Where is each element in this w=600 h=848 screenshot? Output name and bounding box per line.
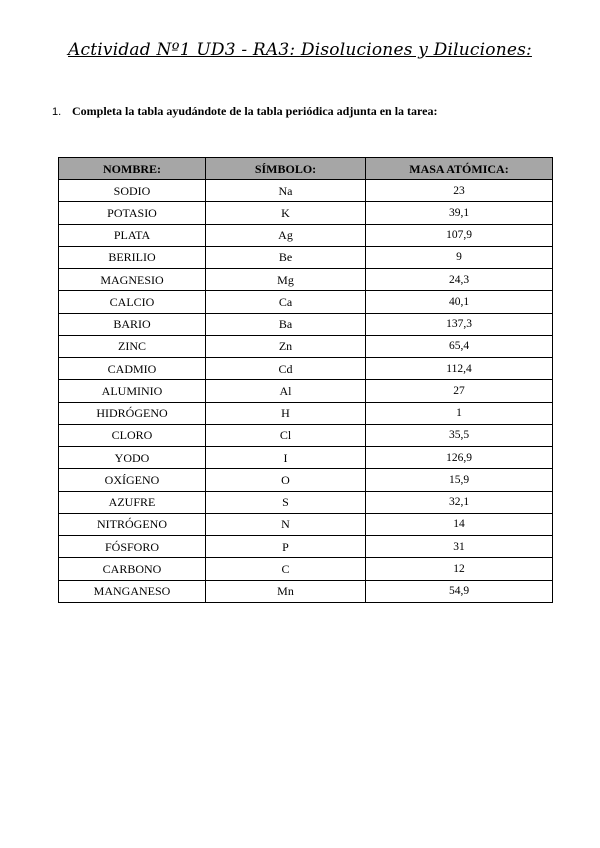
table-row (59, 580, 553, 602)
element-name-cell: BERILIO (59, 246, 206, 268)
atomic-mass-cell: 23 (366, 180, 553, 202)
element-symbol-cell: H (206, 402, 366, 424)
element-name-cell: CALCIO (59, 291, 206, 313)
element-symbol-cell: Al (206, 380, 366, 402)
element-symbol-cell: N (206, 513, 366, 535)
element-name-cell: CLORO (59, 424, 206, 446)
element-name-cell: AZUFRE (59, 491, 206, 513)
elements-table (58, 157, 553, 603)
header-name: NOMBRE: (59, 158, 206, 180)
table-row (59, 424, 553, 446)
element-name-cell: MANGANESO (59, 580, 206, 602)
atomic-mass-cell: 54,9 (366, 580, 553, 602)
question-1 (52, 104, 437, 119)
atomic-mass-cell: 9 (366, 246, 553, 268)
atomic-mass-cell: 40,1 (366, 291, 553, 313)
question-number: 1. (52, 106, 62, 118)
element-name-cell: ALUMINIO (59, 380, 206, 402)
element-name-cell: ZINC (59, 335, 206, 357)
question-text: Completa la tabla ayudándote de la tabla periódica adjunta en la tarea: (72, 104, 438, 118)
atomic-mass-cell: 112,4 (366, 358, 553, 380)
table-row (59, 246, 553, 268)
table-row (59, 558, 553, 580)
atomic-mass-cell: 39,1 (366, 202, 553, 224)
table-row (59, 536, 553, 558)
header-symbol: SÍMBOLO: (206, 158, 366, 180)
atomic-mass-cell: 137,3 (366, 313, 553, 335)
atomic-mass-cell: 1 (366, 402, 553, 424)
element-symbol-cell: Mn (206, 580, 366, 602)
atomic-mass-cell: 107,9 (366, 224, 553, 246)
table-row (59, 224, 553, 246)
element-symbol-cell: Mg (206, 269, 366, 291)
element-name-cell: OXÍGENO (59, 469, 206, 491)
element-name-cell: PLATA (59, 224, 206, 246)
element-name-cell: SODIO (59, 180, 206, 202)
element-symbol-cell: Na (206, 180, 366, 202)
element-symbol-cell: P (206, 536, 366, 558)
table-row (59, 380, 553, 402)
element-symbol-cell: Ba (206, 313, 366, 335)
element-name-cell: BARIO (59, 313, 206, 335)
element-name-cell: FÓSFORO (59, 536, 206, 558)
atomic-mass-cell: 24,3 (366, 269, 553, 291)
table-row (59, 513, 553, 535)
element-symbol-cell: Cl (206, 424, 366, 446)
element-symbol-cell: K (206, 202, 366, 224)
element-symbol-cell: S (206, 491, 366, 513)
element-symbol-cell: Zn (206, 335, 366, 357)
element-symbol-cell: Ag (206, 224, 366, 246)
element-name-cell: POTASIO (59, 202, 206, 224)
table-row (59, 269, 553, 291)
element-symbol-cell: C (206, 558, 366, 580)
atomic-mass-cell: 14 (366, 513, 553, 535)
atomic-mass-cell: 15,9 (366, 469, 553, 491)
table-row (59, 358, 553, 380)
table-row (59, 469, 553, 491)
atomic-mass-cell: 27 (366, 380, 553, 402)
element-symbol-cell: O (206, 469, 366, 491)
table-row (59, 291, 553, 313)
element-name-cell: MAGNESIO (59, 269, 206, 291)
table-row (59, 335, 553, 357)
table-header-row (59, 158, 553, 180)
element-symbol-cell: Ca (206, 291, 366, 313)
table-row (59, 313, 553, 335)
atomic-mass-cell: 32,1 (366, 491, 553, 513)
table-row (59, 180, 553, 202)
atomic-mass-cell: 35,5 (366, 424, 553, 446)
header-mass: MASA ATÓMICA: (366, 158, 553, 180)
table-body (59, 180, 553, 603)
element-symbol-cell: Be (206, 246, 366, 268)
atomic-mass-cell: 126,9 (366, 447, 553, 469)
table-row (59, 202, 553, 224)
atomic-mass-cell: 12 (366, 558, 553, 580)
document-title: Actividad Nº1 UD3 - RA3: Disoluciones y Diluciones: (68, 40, 532, 60)
element-symbol-cell: Cd (206, 358, 366, 380)
atomic-mass-cell: 65,4 (366, 335, 553, 357)
element-name-cell: NITRÓGENO (59, 513, 206, 535)
table-row (59, 447, 553, 469)
element-name-cell: CADMIO (59, 358, 206, 380)
atomic-mass-cell: 31 (366, 536, 553, 558)
element-name-cell: HIDRÓGENO (59, 402, 206, 424)
element-name-cell: YODO (59, 447, 206, 469)
table-row (59, 491, 553, 513)
element-symbol-cell: I (206, 447, 366, 469)
table-row (59, 402, 553, 424)
element-name-cell: CARBONO (59, 558, 206, 580)
